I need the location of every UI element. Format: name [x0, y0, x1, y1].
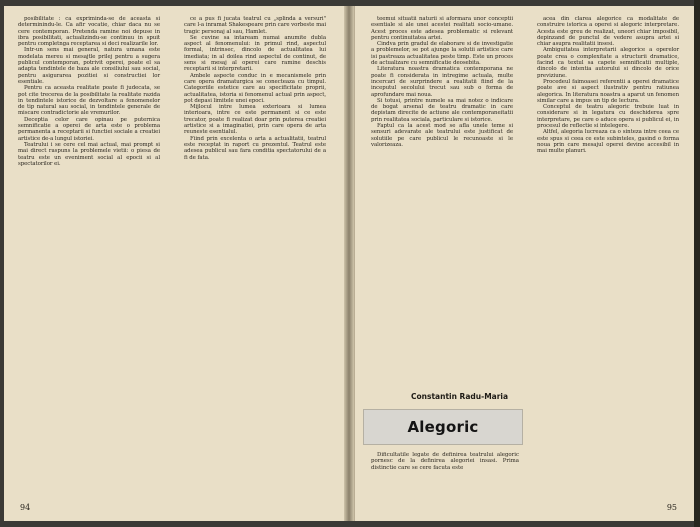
paragraph: Pentru ca aceasta realitate poate fi judecata, se pot cite trecerea de la posibilitate la realitate razida in tendintele istorice de dezvoltare a fenomenelor de tip natural sau social, in tendintele generale de miscare contradictorie ale vremurilor.	[18, 85, 160, 117]
paragraph: Deceptia celor care opinau pe puternica semnificatie a operei de arta este o problema permanenta a receptarii si functiei sociale a creatiei artistice de-a lungul istoriei.	[18, 116, 160, 142]
left-page	[4, 6, 345, 521]
book-gutter	[344, 6, 354, 521]
paragraph: Teatrului i se cere cel mai actual, mai prompt si mai direct raspuns la problemele vietii: o piesa de teatru este un eveniment social al epocii si al spectatorilor ei.	[18, 141, 160, 167]
page-number: 94	[20, 503, 31, 512]
paragraph: Procedeul faimoasei referentii a operei dramatice poate ave si aspect ilustrativ pentru ratiunea alegorica. In literatura noastra a aparut un fenomen similar care a impus un tip de lectura.	[537, 78, 679, 104]
paragraph: ce a pus fi jucata teatrul cu „splinda a versuri" care l-a inramat Shakespeare prin care vorbeste mai tragic personaj al sau, Hamlet.	[184, 16, 326, 35]
paragraph: Cindva prin gradul de elaborare si de investigatie a problemelor, se pot ajunge la solutii artistice care isi pastreaza actualitatea peste timp. Este un proces de actualizare cu semnificatie deosebita.	[371, 41, 513, 67]
section-intro	[371, 452, 519, 471]
paragraph: Si totusi, printre numele sa mai notez o indicare de bogat arsenal de teatru dramatic in care depistam direcite de actiune ale contemporaneitatii prin realitatea sociala, particulare si istorice.	[371, 97, 513, 123]
paragraph: Mijlocul intre lumea exterioara si lumea interioara, intre ce este permanent si ce este trecator, poate fi realizat doar prin puterea creatiei artistice si a imaginatiei, prin care opera de arta reuneste esentialul.	[184, 104, 326, 136]
page-number: 95	[666, 503, 677, 512]
paragraph: Ambiguitatea interpretarii alegorice a operelor poate crea o complexitate a structurii dramatice, facind ca textul sa capete semnificatii multiple, dincolo de intentia autorului si dincolo de orice previziune.	[537, 47, 679, 79]
paragraph: Faptul ca la acest mod se afla unele teme si sensuri adevarate ale teatrului este justificat de solutiile pe care publicul le recunoaste si le valorizeaza.	[371, 123, 513, 148]
paragraph: Ambele aspecte conduc in e mecanismele prin care opera dramaturgica se conecteaza cu timpul. Categoriile estetice care au specificitate proprii, actualitatea, istoria si fenomenul actual prin aspect, pot depasi limitele unei epoci.	[184, 72, 326, 104]
paragraph: Fiind prin excelenta o arta a actualitatii, teatrul este receptat in raport cu prezentul. Teatrul este adesea publicul sau fara conditia spectatorului de a fi de fata.	[184, 135, 326, 161]
paragraph: Conceptul de teatru alegoric trebuie luat in considerare si in legatura cu deschiderea spre interpretare, pe care o aduce opera si publicul ei, in procesul de reflectie si intelegere.	[537, 104, 679, 130]
paragraph: Se cuvine sa intaream numai anumite dubla aspect al fenomenului: in primul rind, aspectul formal, intrinsec, dincolo de actualitatea lui imediata; in al doilea rind aspectul de continut, de sens si mesaj al operei care ramine deschis receptarii si interpretarii.	[184, 34, 326, 73]
section-title: Alegoric	[407, 418, 479, 436]
right-page	[354, 6, 695, 521]
paragraph: Altfel, alegoria lucreaza ca o sinteza intre ceea ce este spus si ceea ce este subinteles, gasind o forma noua prin care mesajul operei devine accesibil in mai multe planuri.	[537, 129, 679, 155]
right-page-column-1	[371, 16, 513, 391]
left-page-column-1	[18, 16, 160, 471]
section-title-banner	[363, 409, 523, 445]
paragraph: acea din clarea alegorice ca modalitate de construire istorica a operei si alegoric interpretare. Acesta este greu de realizat, uneori chiar imposibil, depinzand de punctul de vedere asupra artei si chiar asupra realitatii insesi.	[537, 16, 679, 48]
paragraph: posibilitate : ca expriminda-se de aceasta si determinindu-le. Ca afir vocatie, chiar daca nu se cere contemporan. Pretenda ramine noi depuse in ibra posibilitati, actualizindu-se continuu in spuit pentru completnga receptarea si deci realizarile lor.	[18, 16, 160, 48]
paragraph: Dificultatile legate de definirea teatrului alegoric pornesc de la definirea alegoriei insasi. Prima distinctie care se cere facuta este	[371, 452, 519, 471]
left-page-column-2	[184, 16, 326, 471]
right-page-column-2	[537, 16, 679, 501]
book-edge	[694, 0, 700, 527]
paragraph: Literatura noastra dramatica contemporana ne poate fi considerata in intregime actuala, multe incercari de surprindere a realitatii fiind de la inceputul secolului trecut sau sub o forma de aprofundare mai noua.	[371, 66, 513, 98]
paragraph: Intr-un sens mai general, natura umana este modelata mereu si mesajtle prilej pentru a sugera publicul contemporan, potrivit operei, poate el sa adapta tendintele de baza ale consiliului sau social, pentru asigurarea pozitiei si constructiei lor esentiale.	[18, 47, 160, 85]
paragraph: teemui situatii naturii si aformara unor conceptii esentiale si ale unei acestei realitati socio-umane. Acest proces este adesea problematic si relevant pentru continuitatea artei.	[371, 16, 513, 41]
book-spread	[4, 6, 694, 521]
author-signature: Constantin Radu-Maria	[411, 392, 509, 401]
